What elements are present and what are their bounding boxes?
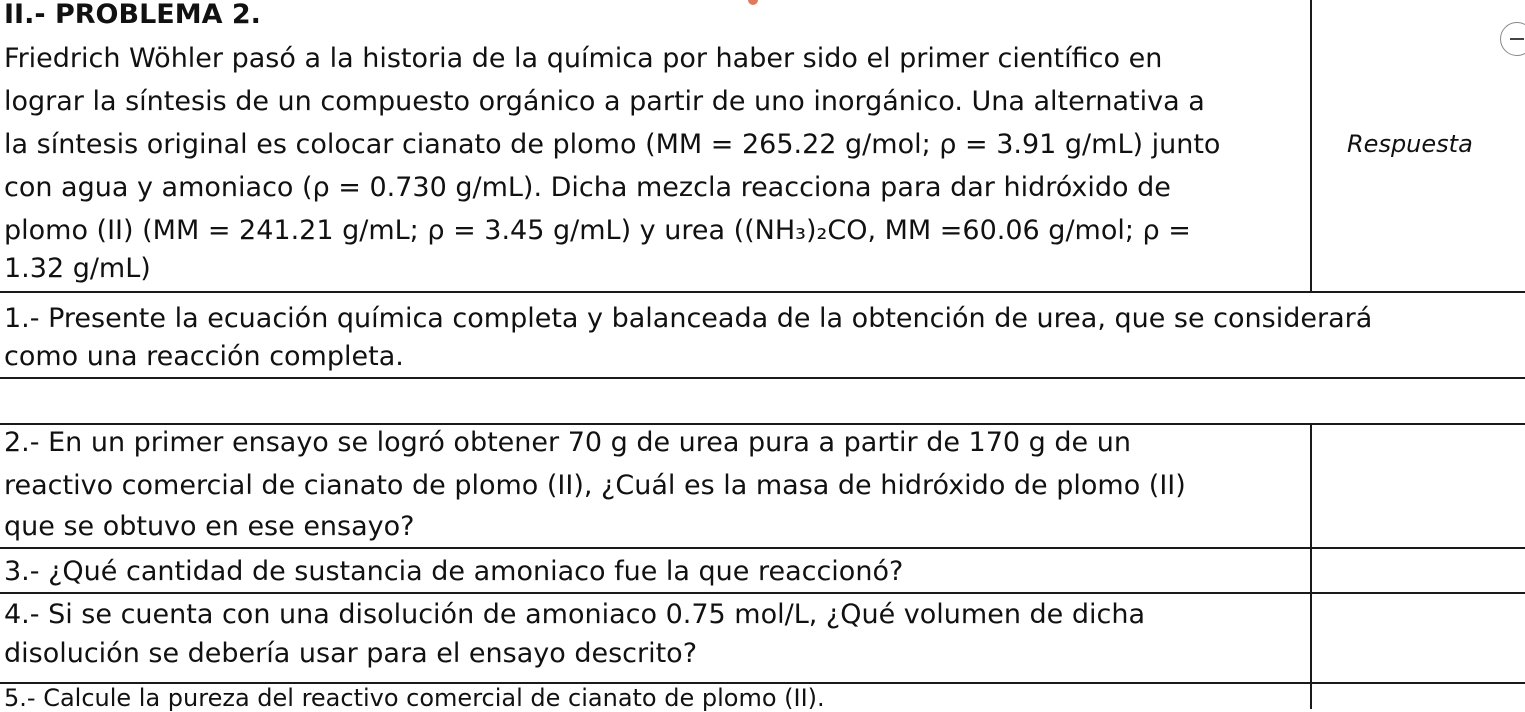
row-divider-5 xyxy=(0,592,1525,594)
row-divider-1 xyxy=(0,291,1525,293)
question-3-line: 3.- ¿Qué cantidad de sustancia de amoniaco fue la que reaccionó? xyxy=(4,556,904,587)
minus-circle-icon[interactable] xyxy=(1500,22,1525,56)
question-1-line: 1.- Presente la ecuación química completa y balanceada de la obtención de urea, que se considerará xyxy=(4,303,1373,334)
question-2-line: reactivo comercial de cianato de plomo (II), ¿Cuál es la masa de hidróxido de plomo (II) xyxy=(4,470,1186,501)
answer-column-divider-top xyxy=(1310,0,1312,292)
question-2-line: 2.- En un primer ensayo se logró obtener 70 g de urea pura a partir de 170 g de un xyxy=(4,427,1131,458)
question-2-line: que se obtuvo en ese ensayo? xyxy=(4,511,415,542)
question-1-line: como una reacción completa. xyxy=(4,341,404,372)
answer-column-divider-bottom xyxy=(1310,423,1312,709)
statement-line: 1.32 g/mL) xyxy=(4,253,151,284)
statement-line: plomo (II) (MM = 241.21 g/mL; ρ = 3.45 g/mL) y urea ((NH₃)₂CO, MM =60.06 g/mol; ρ = xyxy=(4,215,1191,246)
statement-line: lograr la síntesis de un compuesto orgánico a partir de uno inorgánico. Una alternativa a xyxy=(4,86,1205,117)
row-divider-4 xyxy=(0,547,1525,549)
problem-title: II.- PROBLEMA 2. xyxy=(4,0,261,30)
question-5-line: 5.- Calcule la pureza del reactivo comercial de cianato de plomo (II). xyxy=(4,684,825,712)
statement-line: con agua y amoniaco (ρ = 0.730 g/mL). Dicha mezcla reacciona para dar hidróxido de xyxy=(4,172,1171,203)
row-divider-3 xyxy=(0,423,1525,425)
statement-line: Friedrich Wöhler pasó a la historia de la química por haber sido el primer científico en xyxy=(4,43,1163,74)
statement-line: la síntesis original es colocar cianato de plomo (MM = 265.22 g/mol; ρ = 3.91 g/mL) junto xyxy=(4,129,1221,160)
question-4-line: 4.- Si se cuenta con una disolución de amoniaco 0.75 mol/L, ¿Qué volumen de dicha xyxy=(4,599,1145,630)
question-4-line: disolución se debería usar para el ensayo descrito? xyxy=(4,638,698,669)
row-divider-2 xyxy=(0,377,1525,379)
recording-dot-icon xyxy=(748,0,758,5)
answer-column-header: Respuesta xyxy=(1347,130,1473,158)
